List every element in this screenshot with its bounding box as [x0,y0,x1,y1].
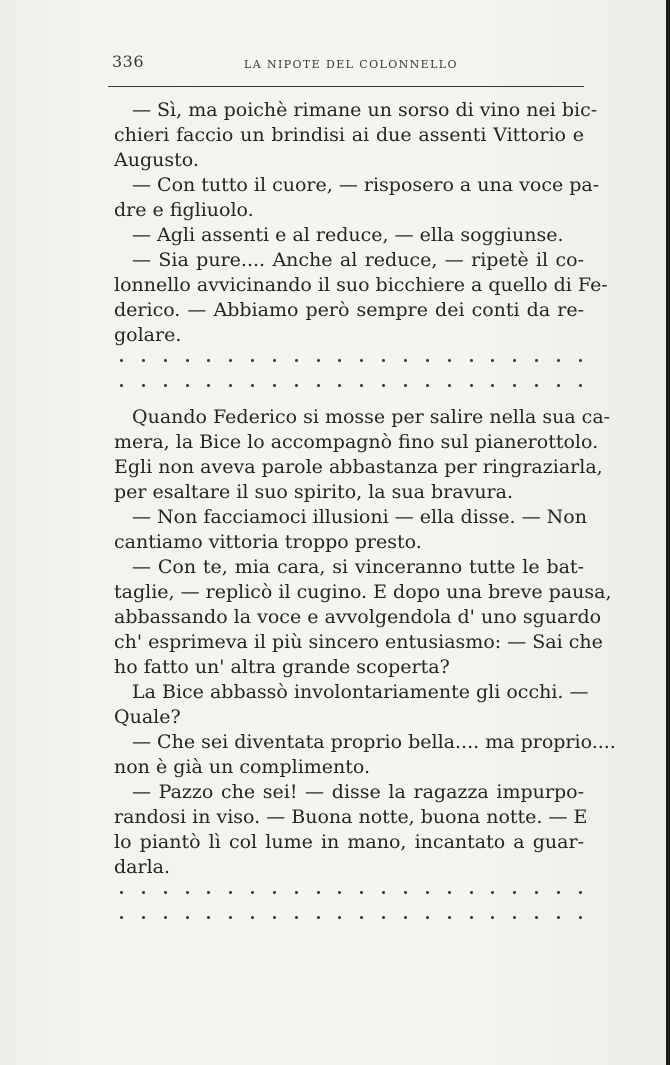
ellipsis-dot [186,359,189,362]
ellipsis-dot [207,916,210,919]
ellipsis-dot [470,916,473,919]
header-rule [108,86,584,87]
ellipsis-dot [186,891,189,894]
ellipsis-dot [120,359,123,362]
ellipsis-dot [295,916,298,919]
ellipsis-dot [491,359,494,362]
ellipsis-dot [535,384,538,387]
ellipsis-dot [186,384,189,387]
ellipsis-dot [557,384,560,387]
text-line: ch' esprimeva il più sincero entusiasmo: — Sai che [114,631,603,653]
ellipsis-dot [360,359,363,362]
ellipsis-dot [164,359,167,362]
text-line: cantiamo vittoria troppo presto. [114,531,422,553]
ellipsis-row [114,373,584,398]
ellipsis-dot [186,916,189,919]
text-line: taglie, — replicò il cugino. E dopo una breve pausa, [114,581,612,603]
text-block-narrative [114,405,616,880]
ellipsis-dot [273,916,276,919]
ellipsis-dot [273,359,276,362]
ellipsis-dot [317,384,320,387]
ellipsis-dot [360,891,363,894]
ellipsis-dot [535,916,538,919]
ellipsis-dot [426,384,429,387]
ellipsis-dot [317,359,320,362]
ellipsis-dot [338,916,341,919]
text-line: La Bice abbassò involontariamente gli occhi. — [132,681,589,703]
ellipsis-dot [382,891,385,894]
ellipsis-dot [535,891,538,894]
ellipsis-dot [164,384,167,387]
ellipsis-dot [513,891,516,894]
text-line: chieri faccio un brindisi ai due assenti Vittorio e [114,124,584,146]
text-line: lonnello avvicinando il suo bicchiere a quello di Fe- [114,274,608,296]
ellipsis-dot [513,359,516,362]
text-line: — Pazzo che sei! — disse la ragazza impurpo- [132,781,584,803]
ellipsis-dot [164,891,167,894]
ellipsis-dot [513,384,516,387]
ellipsis-dot [404,891,407,894]
ellipsis-dot [448,916,451,919]
text-line: — Con tutto il cuore, — risposero a una voce pa- [132,174,600,196]
ellipsis-dot [382,384,385,387]
ellipsis-dot [360,384,363,387]
text-line: lo piantò lì col lume in mano, incantato a guar- [114,831,584,853]
ellipsis-dot [317,916,320,919]
ellipsis-dot [448,891,451,894]
ellipsis-dot [251,916,254,919]
text-line: — Non facciamoci illusioni — ella disse. — Non [132,506,587,528]
text-line: derico. — Abbiamo però sempre dei conti da re- [114,299,584,321]
ellipsis-dot [142,916,145,919]
ellipsis-dot [295,891,298,894]
ellipsis-dot [317,891,320,894]
ellipsis-dot [273,891,276,894]
ellipsis-row [114,880,584,905]
ellipsis-dot [557,891,560,894]
ellipsis-dot [164,916,167,919]
ellipsis-dot [120,891,123,894]
page-edge-shadow [666,0,670,1065]
ellipsis-dot [426,359,429,362]
text-line: Augusto. [114,149,199,171]
ellipsis-dot [295,384,298,387]
ellipsis-dot [426,916,429,919]
text-line: mera, la Bice lo accompagnò fino sul pianerottolo. [114,431,599,453]
text-line: — Che sei diventata proprio bella.... ma proprio.... [132,731,616,753]
ellipsis-dot [338,359,341,362]
ellipsis-dot [404,359,407,362]
ellipsis-dot [142,359,145,362]
ellipsis-dot [229,359,232,362]
ellipsis-dot [579,384,582,387]
ellipsis-dot [251,891,254,894]
body-text [114,98,616,930]
text-line: dre e figliuolo. [114,199,254,221]
ellipsis-dot [557,916,560,919]
ellipsis-dot [491,916,494,919]
ellipsis-dot [142,384,145,387]
text-line: Egli non aveva parole abbastanza per ringraziarla, [114,456,603,478]
ellipsis-dot [338,891,341,894]
text-block-dialogue [114,98,608,348]
text-line: abbassando la voce e avvolgendola d' uno sguardo [114,606,602,628]
ellipsis-row [114,905,584,930]
ellipsis-dot [470,891,473,894]
ellipsis-dot [579,891,582,894]
section-gap [114,398,584,405]
ellipsis-dot [448,359,451,362]
text-line: — Sì, ma poichè rimane un sorso di vino nei bic- [132,99,598,121]
ellipsis-dot [491,384,494,387]
ellipsis-dot [557,359,560,362]
text-line: — Con te, mia cara, si vinceranno tutte le bat- [132,556,584,578]
text-line: ho fatto un' altra grande scoperta? [114,656,450,678]
ellipsis-dot [426,891,429,894]
ellipsis-dot [120,916,123,919]
ellipsis-dot [579,359,582,362]
ellipsis-dot [207,384,210,387]
ellipsis-dot [579,916,582,919]
text-line: Quale? [114,706,181,728]
ellipsis-dot [142,891,145,894]
ellipsis-row [114,348,584,373]
ellipsis-dot [207,359,210,362]
text-line: — Sia pure.... Anche al reduce, — ripetè il co- [132,249,584,271]
ellipsis-dot [404,384,407,387]
ellipsis-dot [382,359,385,362]
ellipsis-dot [535,359,538,362]
page-header [112,52,582,80]
ellipsis-dot [207,891,210,894]
ellipsis-dot [360,916,363,919]
running-title: LA NIPOTE DEL COLONNELLO [244,58,458,71]
ellipsis-dot [229,384,232,387]
text-line: golare. [114,324,182,346]
text-line: per esaltare il suo spirito, la sua bravura. [114,481,514,503]
ellipsis-dot [448,384,451,387]
ellipsis-dot [229,891,232,894]
ellipsis-dot [470,384,473,387]
ellipsis-dot [251,359,254,362]
ellipsis-dot [338,384,341,387]
ellipsis-dot [229,916,232,919]
text-line: Quando Federico si mosse per salire nella sua ca- [132,406,611,428]
ellipsis-dot [120,384,123,387]
ellipsis-dot [513,916,516,919]
text-line: — Agli assenti e al reduce, — ella soggiunse. [132,224,564,246]
ellipsis-dot [404,916,407,919]
ellipsis-dot [251,384,254,387]
ellipsis-dot [273,384,276,387]
ellipsis-dot [382,916,385,919]
text-line: non è già un complimento. [114,756,371,778]
page-number: 336 [112,52,145,71]
ellipsis-dot [295,359,298,362]
ellipsis-dot [491,891,494,894]
text-line: darla. [114,856,171,878]
ellipsis-dot [470,359,473,362]
text-line: randosi in viso. — Buona notte, buona notte. — E [114,806,588,828]
